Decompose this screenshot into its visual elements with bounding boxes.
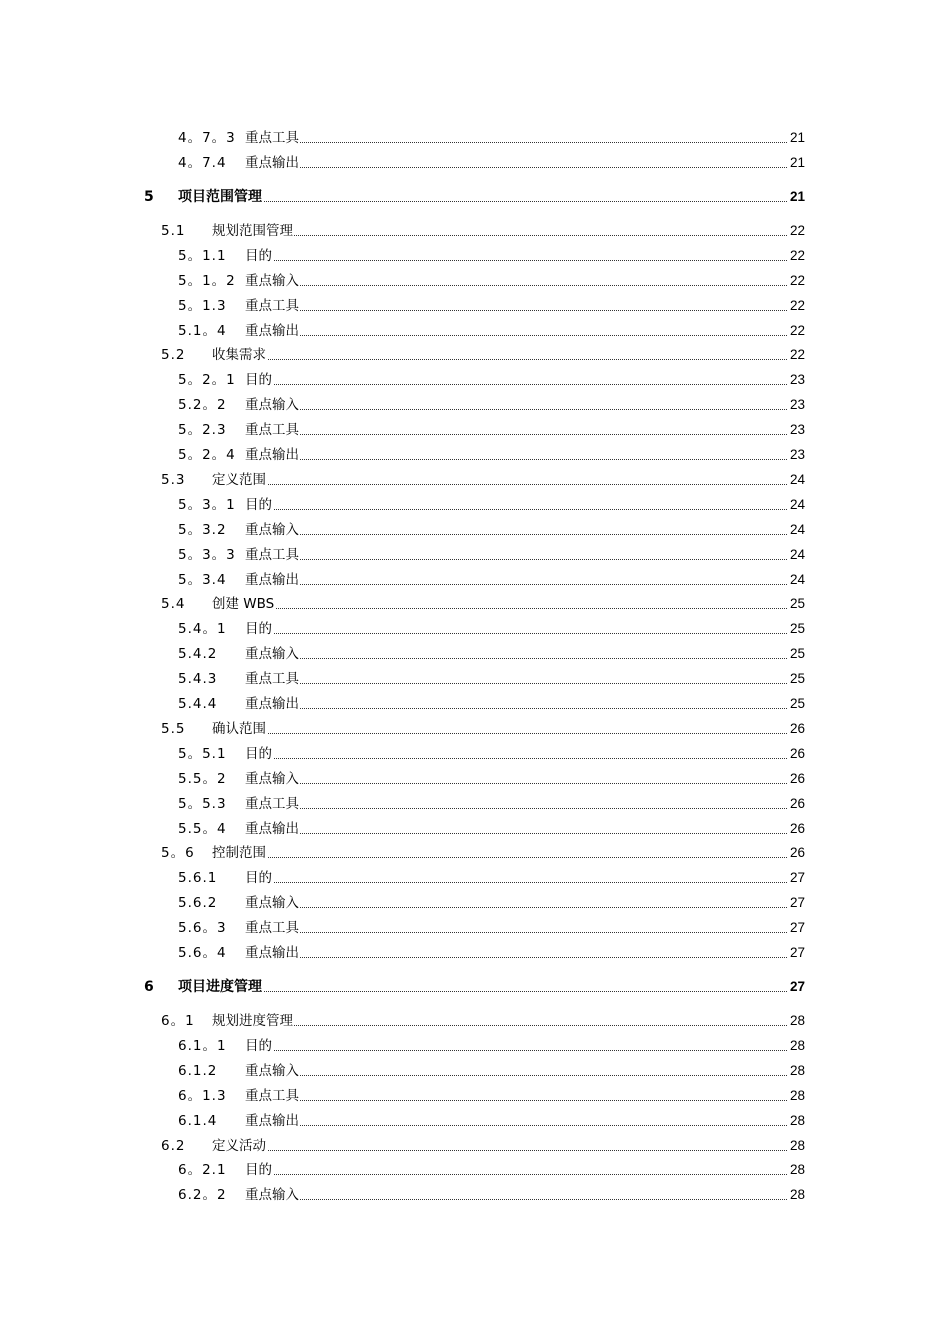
- toc-entry-page-number: 24: [789, 545, 805, 565]
- toc-entry-number: 5.4.3: [178, 671, 218, 688]
- toc-entry-title: 目的: [245, 745, 272, 762]
- toc-entry-number: 5.6.2: [178, 895, 218, 912]
- toc-entry-page-number: 24: [789, 520, 805, 540]
- toc-dot-leader: [245, 559, 787, 560]
- toc-entry-number: 4。7。3: [178, 130, 236, 146]
- toc-entry-number: 5.4。1: [178, 621, 227, 638]
- toc-entry-number: 5.3: [161, 471, 186, 488]
- toc-entry-title: 重点输出: [245, 945, 299, 961]
- toc-entry-page-number: 28: [789, 1086, 805, 1106]
- toc-entry[interactable]: [0, 868, 950, 888]
- toc-dot-leader: [245, 683, 787, 684]
- toc-entry-page-number: 26: [789, 719, 805, 739]
- toc-entry-page-number: 23: [789, 420, 805, 440]
- toc-entry[interactable]: [0, 843, 950, 863]
- toc-entry-number: 5。3。3: [178, 546, 236, 563]
- toc-dot-leader: [245, 167, 787, 168]
- toc-entry[interactable]: [0, 520, 950, 540]
- toc-entry[interactable]: [0, 128, 950, 148]
- toc-entry-page-number: 25: [789, 669, 805, 689]
- toc-entry-number: 5。3。1: [178, 496, 236, 513]
- toc-entry-title: 项目范围管理: [178, 188, 262, 205]
- toc-entry-title: 目的: [245, 870, 272, 887]
- toc-entry-page-number: 25: [789, 694, 805, 714]
- toc-entry[interactable]: [0, 395, 950, 415]
- toc-dot-leader: [245, 310, 787, 311]
- toc-entry[interactable]: [0, 644, 950, 664]
- toc-entry-page-number: 24: [789, 495, 805, 515]
- toc-dot-leader: [245, 1174, 787, 1175]
- toc-entry[interactable]: [0, 1011, 950, 1031]
- toc-dot-leader: [245, 808, 787, 809]
- toc-dot-leader: [212, 733, 787, 734]
- toc-entry-title: 目的: [245, 1037, 272, 1054]
- toc-entry-page-number: 23: [789, 445, 805, 465]
- toc-entry-page-number: 22: [789, 271, 805, 291]
- toc-entry-title: 收集需求: [212, 347, 266, 364]
- toc-entry-number: 5。1。2: [178, 272, 236, 289]
- toc-dot-leader: [245, 882, 787, 883]
- toc-entry-title: 重点输出: [245, 322, 299, 339]
- toc-dot-leader: [212, 608, 787, 609]
- toc-entry[interactable]: [0, 221, 950, 241]
- toc-dot-leader: [245, 783, 787, 784]
- toc-entry-number: 6。2.1: [178, 1162, 227, 1179]
- toc-entry-title: 目的: [245, 496, 272, 513]
- toc-entry[interactable]: [0, 1061, 950, 1081]
- toc-entry-page-number: 22: [789, 345, 805, 365]
- toc-entry-title: 重点输出: [245, 447, 299, 463]
- toc-entry-title: 重点输出: [245, 571, 299, 588]
- toc-entry-title: 目的: [245, 1162, 272, 1179]
- toc-entry[interactable]: [0, 943, 950, 963]
- toc-entry[interactable]: [0, 296, 950, 316]
- toc-entry[interactable]: [0, 918, 950, 938]
- toc-entry-number: 6.1.4: [178, 1112, 218, 1129]
- toc-entry-title: 定义活动: [212, 1137, 266, 1154]
- toc-entry-page-number: 22: [789, 321, 805, 341]
- toc-entry[interactable]: [0, 445, 950, 465]
- toc-entry-page-number: 26: [789, 819, 805, 839]
- toc-dot-leader: [178, 201, 787, 202]
- toc-entry-number: 5。2。4: [178, 447, 236, 463]
- toc-entry-title: 重点输入: [245, 770, 299, 787]
- toc-entry-number: 5。6: [161, 845, 195, 862]
- toc-entry-page-number: 23: [789, 370, 805, 390]
- toc-entry-number: 6.1。1: [178, 1037, 227, 1054]
- toc-entry-number: 5.6。4: [178, 945, 227, 961]
- toc-entry-title: 重点输入: [245, 646, 299, 663]
- toc-entry[interactable]: [0, 819, 950, 839]
- toc-entry-number: 6.2。2: [178, 1187, 227, 1204]
- toc-entry-number: 6.1.2: [178, 1062, 218, 1079]
- toc-entry-page-number: 27: [789, 918, 805, 938]
- toc-dot-leader: [245, 932, 787, 933]
- toc-entry-page-number: 21: [789, 128, 805, 148]
- toc-entry-title: 重点输出: [245, 696, 299, 712]
- toc-entry[interactable]: [0, 744, 950, 764]
- toc-entry-page-number: 27: [789, 977, 805, 997]
- toc-entry[interactable]: [0, 619, 950, 639]
- toc-entry-number: 6。1.3: [178, 1087, 227, 1104]
- toc-entry[interactable]: [0, 570, 950, 590]
- toc-entry[interactable]: [0, 594, 950, 614]
- toc-entry[interactable]: [0, 1160, 950, 1180]
- toc-dot-leader: [245, 833, 787, 834]
- toc-entry[interactable]: [0, 495, 950, 515]
- toc-entry-page-number: 26: [789, 794, 805, 814]
- toc-dot-leader: [245, 1199, 787, 1200]
- toc-entry-number: 4。7.4: [178, 154, 227, 171]
- toc-entry[interactable]: [0, 1036, 950, 1056]
- toc-entry-page-number: 23: [789, 395, 805, 415]
- toc-entry-page-number: 28: [789, 1061, 805, 1081]
- toc-entry-title: 重点输入: [245, 397, 299, 414]
- toc-entry-number: 5。2.3: [178, 422, 227, 439]
- toc-entry-title: 重点输入: [245, 272, 299, 289]
- toc-entry-page-number: 25: [789, 644, 805, 664]
- toc-entry-title: 重点工具: [245, 546, 299, 563]
- toc-entry-page-number: 22: [789, 221, 805, 241]
- toc-entry-page-number: 26: [789, 843, 805, 863]
- toc-entry[interactable]: [0, 246, 950, 266]
- toc-entry[interactable]: [0, 794, 950, 814]
- toc-entry[interactable]: [0, 1111, 950, 1131]
- toc-entry-number: 5.4.2: [178, 646, 218, 663]
- toc-entry-title: 重点输入: [245, 1187, 299, 1204]
- toc-dot-leader: [212, 484, 787, 485]
- toc-entry-number: 5.2。2: [178, 397, 227, 414]
- toc-entry-title: 创建 WBS: [212, 596, 275, 613]
- toc-dot-leader: [245, 708, 787, 709]
- toc-entry-title: 重点工具: [245, 671, 299, 688]
- toc-entry-page-number: 28: [789, 1136, 805, 1156]
- toc-dot-leader: [245, 1050, 787, 1051]
- toc-entry[interactable]: [0, 1185, 950, 1205]
- toc-dot-leader: [245, 260, 787, 261]
- toc-entry-number: 5。1.1: [178, 247, 227, 264]
- toc-dot-leader: [245, 285, 787, 286]
- toc-entry-title: 重点输出: [245, 154, 299, 171]
- toc-dot-leader: [245, 957, 787, 958]
- toc-entry-title: 重点输出: [245, 1112, 299, 1129]
- toc-dot-leader: [245, 335, 787, 336]
- toc-entry-number: 5。3.2: [178, 521, 227, 538]
- toc-dot-leader: [245, 633, 787, 634]
- toc-entry[interactable]: [0, 769, 950, 789]
- toc-dot-leader: [212, 235, 787, 236]
- toc-entry-page-number: 27: [789, 868, 805, 888]
- toc-entry-number: 5.5: [161, 720, 186, 737]
- toc-dot-leader: [245, 434, 787, 435]
- toc-entry[interactable]: [0, 719, 950, 739]
- toc-entry[interactable]: [0, 669, 950, 689]
- toc-entry-title: 目的: [245, 621, 272, 638]
- toc-entry-page-number: 27: [789, 893, 805, 913]
- toc-entry[interactable]: [0, 187, 950, 207]
- toc-entry-number: 5。3.4: [178, 571, 227, 588]
- toc-entry[interactable]: [0, 470, 950, 490]
- toc-entry-page-number: 24: [789, 470, 805, 490]
- toc-dot-leader: [245, 384, 787, 385]
- toc-entry-number: 5.5。2: [178, 770, 227, 787]
- toc-entry-page-number: 26: [789, 744, 805, 764]
- toc-entry-page-number: 25: [789, 594, 805, 614]
- toc-entry-page-number: 28: [789, 1160, 805, 1180]
- toc-entry-page-number: 28: [789, 1185, 805, 1205]
- toc-dot-leader: [245, 142, 787, 143]
- toc-entry-number: 5。2。1: [178, 372, 236, 389]
- toc-entry-title: 重点输出: [245, 820, 299, 837]
- toc-entry[interactable]: [0, 321, 950, 341]
- toc-entry-number: 6。1: [161, 1013, 195, 1029]
- toc-dot-leader: [245, 584, 787, 585]
- toc-entry-number: 5.6。3: [178, 920, 227, 937]
- toc-entry[interactable]: [0, 977, 950, 997]
- toc-dot-leader: [178, 991, 787, 992]
- toc-entry[interactable]: [0, 271, 950, 291]
- toc-entry-page-number: 28: [789, 1011, 805, 1031]
- toc-entry-title: 确认范围: [212, 720, 266, 737]
- toc-entry-number: 5.4.4: [178, 696, 218, 712]
- toc-dot-leader: [245, 459, 787, 460]
- toc-dot-leader: [212, 1025, 787, 1026]
- toc-entry[interactable]: [0, 694, 950, 714]
- toc-entry-title: 重点输入: [245, 1062, 299, 1079]
- toc-entry-title: 规划进度管理: [212, 1013, 293, 1029]
- toc-dot-leader: [245, 409, 787, 410]
- toc-entry-page-number: 27: [789, 943, 805, 963]
- toc-entry-title: 定义范围: [212, 471, 266, 488]
- toc-dot-leader: [245, 1125, 787, 1126]
- toc-entry-number: 5.1: [161, 222, 186, 239]
- toc-entry-number: 5。5.3: [178, 795, 227, 812]
- toc-entry-title: 重点工具: [245, 422, 299, 439]
- toc-entry-number: 5。1.3: [178, 297, 227, 314]
- toc-entry-page-number: 21: [789, 153, 805, 173]
- toc-entry-page-number: 22: [789, 246, 805, 266]
- toc-entry-page-number: 24: [789, 570, 805, 590]
- toc-entry-title: 重点工具: [245, 1087, 299, 1104]
- toc-entry-title: 重点工具: [245, 130, 299, 146]
- toc-entry-title: 重点输入: [245, 521, 299, 538]
- toc-dot-leader: [245, 1075, 787, 1076]
- toc-entry-title: 重点工具: [245, 795, 299, 812]
- toc-entry-title: 重点输入: [245, 895, 299, 912]
- toc-entry[interactable]: [0, 345, 950, 365]
- toc-entry[interactable]: [0, 893, 950, 913]
- toc-entry-number: 6.2: [161, 1137, 186, 1154]
- toc-entry-page-number: 26: [789, 769, 805, 789]
- toc-dot-leader: [245, 758, 787, 759]
- toc-dot-leader: [245, 534, 787, 535]
- toc-entry-number: 5.5。4: [178, 820, 227, 837]
- toc-entry-number: 5.6.1: [178, 870, 218, 887]
- toc-dot-leader: [212, 857, 787, 858]
- toc-dot-leader: [212, 1150, 787, 1151]
- toc-entry-number: 5.1。4: [178, 322, 227, 339]
- toc-entry-title: 重点工具: [245, 297, 299, 314]
- toc-entry[interactable]: [0, 370, 950, 390]
- toc-entry-page-number: 21: [789, 187, 805, 207]
- toc-entry-title: 规划范围管理: [212, 222, 293, 239]
- toc-entry-title: 目的: [245, 247, 272, 264]
- toc-entry-number: 6: [144, 979, 155, 995]
- toc-entry-number: 5.2: [161, 347, 186, 364]
- toc-dot-leader: [245, 1100, 787, 1101]
- toc-dot-leader: [212, 359, 787, 360]
- toc-entry-page-number: 28: [789, 1036, 805, 1056]
- toc-entry-page-number: 22: [789, 296, 805, 316]
- toc-entry-title: 控制范围: [212, 845, 266, 862]
- toc-dot-leader: [245, 509, 787, 510]
- toc-entry-title: 项目进度管理: [178, 979, 262, 995]
- toc-entry-title: 目的: [245, 372, 272, 389]
- toc-entry-number: 5: [144, 188, 155, 205]
- toc-entry[interactable]: [0, 1136, 950, 1156]
- toc-entry[interactable]: [0, 153, 950, 173]
- toc-entry[interactable]: [0, 420, 950, 440]
- toc-entry[interactable]: [0, 545, 950, 565]
- toc-dot-leader: [245, 907, 787, 908]
- toc-entry-page-number: 28: [789, 1111, 805, 1131]
- toc-dot-leader: [245, 658, 787, 659]
- toc-entry-page-number: 25: [789, 619, 805, 639]
- toc-entry-number: 5。5.1: [178, 745, 227, 762]
- toc-entry-number: 5.4: [161, 596, 186, 613]
- toc-entry[interactable]: [0, 1086, 950, 1106]
- toc-entry-title: 重点工具: [245, 920, 299, 937]
